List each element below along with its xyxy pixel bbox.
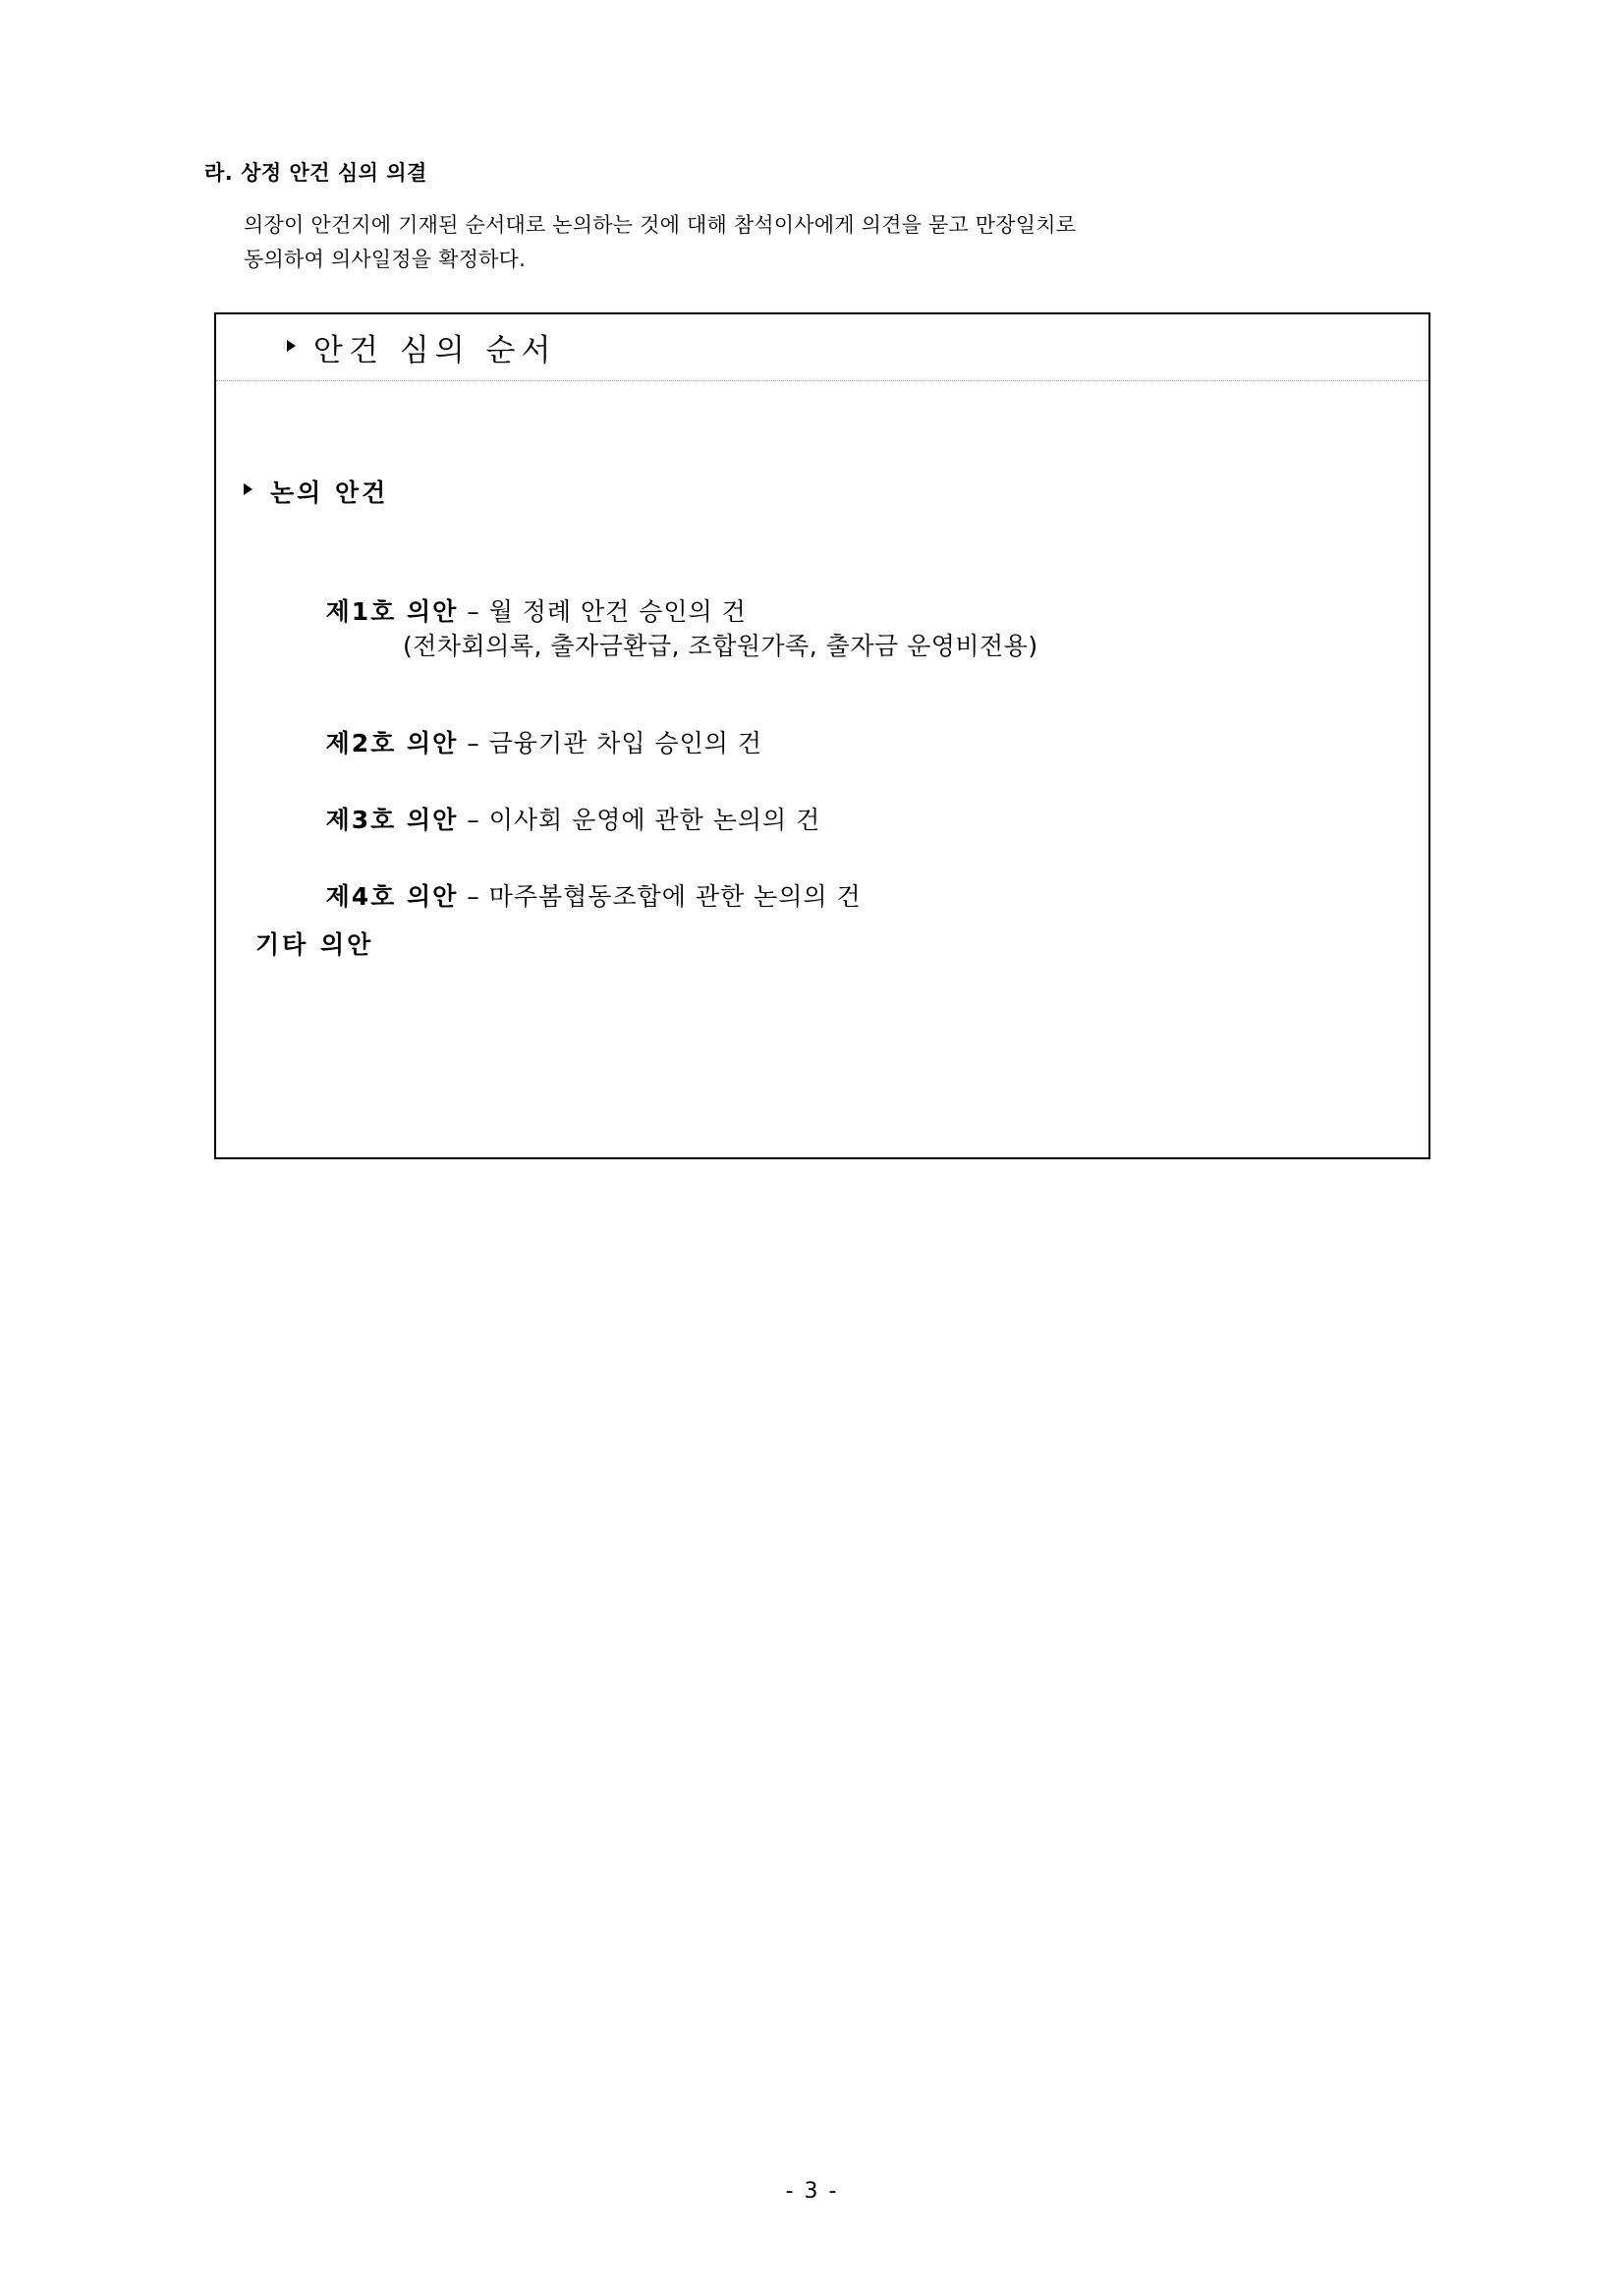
agenda-box: [214, 312, 1430, 1159]
intro-line-1: 의장이 안건지에 기재된 순서대로 논의하는 것에 대해 참석이사에게 의견을 묻고 만장일치로: [244, 213, 1077, 237]
agenda-title-row: [216, 314, 1428, 381]
agenda-item-text: 마주봄협동조합에 관한 논의의 건: [488, 882, 862, 911]
triangle-bullet-icon: [287, 340, 296, 352]
agenda-item-dash: –: [458, 882, 489, 911]
agenda-item-number: 제2호 의안: [325, 729, 459, 757]
agenda-item-number: 제1호 의안: [325, 597, 459, 626]
agenda-item-text: 월 정례 안건 승인의 건: [488, 597, 747, 626]
agenda-other-item: 기타 의안: [255, 930, 374, 959]
page-number: - 3 -: [785, 2179, 839, 2204]
agenda-subheading: [244, 474, 388, 509]
agenda-item-text: 이사회 운영에 관한 논의의 건: [488, 806, 821, 834]
agenda-item-dash: –: [458, 597, 489, 626]
intro-paragraph: [244, 208, 1462, 276]
section-heading: 라. 상정 안건 심의 의결: [204, 161, 427, 185]
agenda-item-subtext: (전차회의록, 출자금환급, 조합원가족, 출자금 운영비전용): [403, 632, 1038, 660]
intro-line-2: 동의하여 의사일정을 확정하다.: [244, 247, 526, 271]
agenda-subheading-label: 논의 안건: [270, 478, 389, 507]
agenda-title: 안건 심의 순서: [313, 333, 557, 368]
agenda-item-dash: –: [458, 729, 489, 757]
agenda-item-text: 금융기관 차입 승인의 건: [488, 729, 763, 757]
agenda-item-number: 제3호 의안: [325, 806, 459, 834]
triangle-bullet-icon: [244, 483, 252, 495]
agenda-item-number: 제4호 의안: [325, 882, 459, 911]
agenda-item-dash: –: [458, 806, 489, 834]
